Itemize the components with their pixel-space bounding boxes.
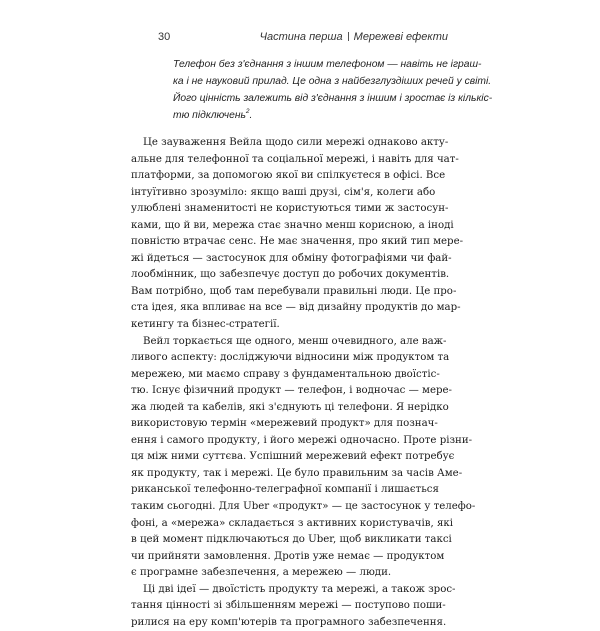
text-line: Ці дві ідеї — двоїстість продукту та мережі, а також зрос- — [143, 583, 456, 595]
epigraph-quote — [173, 56, 493, 124]
text-line: улюблені знаменитості не користуються тими ж застосун- — [131, 203, 449, 215]
text-line: як продукту, так і мережі. Це було правильним за часів Аме- — [131, 467, 463, 479]
page-number: 30 — [158, 31, 171, 43]
text-line: лообмінник, що забезпечує доступ до робочих документів. — [131, 269, 450, 281]
text-line: тання цінності зі збільшенням мережі — поступово поши- — [131, 600, 446, 612]
epigraph-line-last — [173, 107, 453, 124]
text-line: ками, що й ви, мережа стає значно менш корисною, а іноді — [131, 219, 454, 231]
text-line: жі йдеться — застосунок для обміну фотографіями чи фай- — [131, 252, 452, 264]
epigraph-line: Телефон без з'єднання з іншим телефоном — навіть не іграш- — [173, 59, 482, 70]
header-separator — [348, 32, 349, 41]
text-line: ення і самого продукту, і його мережі одночасно. Проте різни- — [131, 434, 473, 446]
text-line: мережею, ми маємо справу з фундаментальною двоїстіс- — [131, 368, 440, 380]
text-line: таким сьогодні. Для Uber «продукт» — це застосунок у телефо- — [131, 501, 476, 513]
text-line: фоні, а «мережа» складається з активних користувачів, які — [131, 517, 453, 529]
body-text — [131, 135, 476, 631]
paragraph-1 — [131, 135, 464, 334]
epigraph-line: Його цінність залежить від з'єднання з іншим і зростає із кількіс- — [173, 93, 493, 104]
text-line: рилися на еру комп'ютерів та програмного забезпечення. — [131, 616, 447, 628]
running-header — [158, 31, 448, 45]
epigraph-line-text: тю підключень — [173, 110, 246, 121]
text-line: альне для телефонної та соціальної мережі, і навіть для чат- — [131, 153, 459, 165]
part-title: Частина перша — [259, 31, 343, 43]
text-line: повністю втрачає сенс. Не має значення, про який тип мере- — [131, 236, 464, 248]
text-line: Це зауваження Вейла щодо сили мережі однаково акту- — [143, 137, 449, 148]
text-line: інтуїтивно зрозуміло: якщо ваші друзі, сім'я, колеги або — [131, 186, 436, 198]
text-line: кетингу та бізнес-стратегії. — [131, 319, 280, 331]
text-line: ста ідея, яка впливає на все — від дизайну продуктів до мар- — [131, 302, 461, 314]
text-line: чи прийняти замовлення. Дротів уже немає — продуктом — [131, 550, 445, 562]
paragraph-3 — [131, 582, 456, 631]
text-line: жа людей та кабелів, які з'єднують ці телефони. Я нерідко — [131, 401, 449, 413]
epigraph-line: ка і не науковий прилад. Це одна з найбезглуздіших речей у світі. — [173, 76, 492, 87]
text-line: платформи, за допомогою якої ви спілкуєтеся в офісі. Все — [131, 170, 446, 182]
text-line: ливого аспекту: досліджуючи відносини між продуктом та — [131, 352, 450, 364]
text-line: Вейл торкається ще одного, менш очевидного, але важ- — [143, 335, 447, 347]
running-title — [260, 31, 448, 43]
text-line: Вам потрібно, щоб там перебували правильні люди. Це про- — [131, 285, 457, 297]
text-line: тю. Існує фізичний продукт — телефон, і водночас — мере- — [131, 385, 452, 397]
text-line: використовую термін «мережевий продукт» для познач- — [131, 418, 438, 430]
text-line: риканської телефонно-телеграфної компанії і лишається — [131, 484, 439, 496]
text-line: в цей момент підключаються до Uber, щоб викликати таксі — [131, 534, 452, 546]
paragraph-2 — [131, 334, 476, 582]
epigraph-end-punct: . — [249, 110, 253, 121]
text-line: є програмне забезпечення, а мережею — люди. — [131, 567, 392, 579]
chapter-title: Мережеві ефекти — [353, 31, 448, 43]
text-line: ця між ними суттєва. Успішний мережевий ефект потребує — [131, 451, 455, 463]
footnote-marker: 2 — [245, 108, 250, 115]
